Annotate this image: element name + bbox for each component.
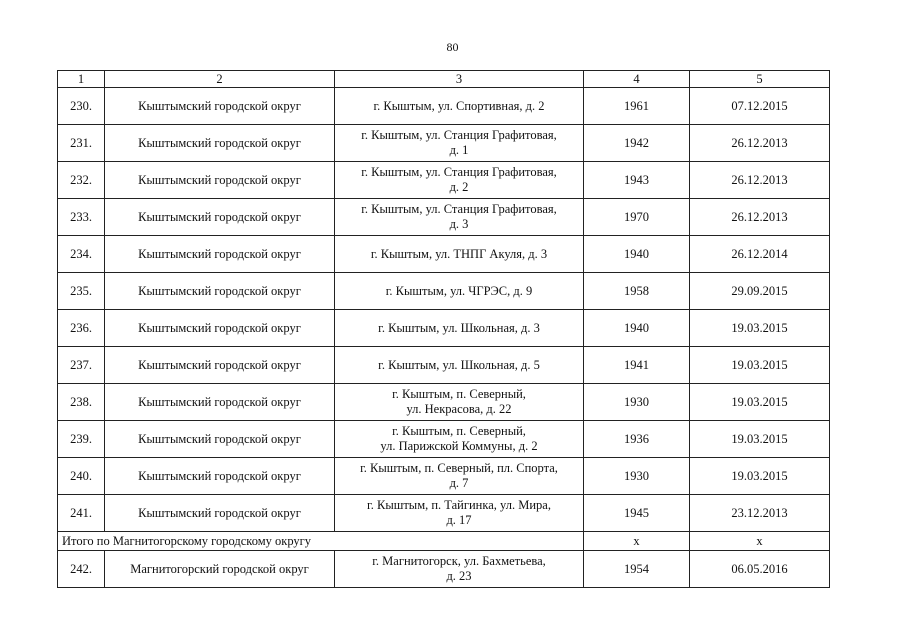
- table-header: [58, 71, 830, 88]
- district-cell: Кыштымский городской округ: [105, 199, 335, 236]
- date-cell: 26.12.2013: [690, 162, 830, 199]
- date-cell: 19.03.2015: [690, 384, 830, 421]
- date-cell: 26.12.2013: [690, 125, 830, 162]
- table-row: [58, 273, 830, 310]
- table-row: [58, 125, 830, 162]
- row-number-cell: 233.: [58, 199, 105, 236]
- table-row: [58, 199, 830, 236]
- year-cell: 1970: [584, 199, 690, 236]
- district-cell: Магнитогорский городской округ: [105, 551, 335, 588]
- table-row: [58, 551, 830, 588]
- address-cell: г. Кыштым, п. Северный, ул. Парижской Коммуны, д. 2: [335, 421, 584, 458]
- year-cell: 1942: [584, 125, 690, 162]
- year-cell: 1930: [584, 384, 690, 421]
- year-cell: 1958: [584, 273, 690, 310]
- header-col-5: 5: [690, 71, 830, 88]
- year-cell: 1936: [584, 421, 690, 458]
- subtotal-date-cell: х: [690, 532, 830, 551]
- date-cell: 07.12.2015: [690, 88, 830, 125]
- date-cell: 19.03.2015: [690, 347, 830, 384]
- address-cell: г. Кыштым, ул. Школьная, д. 3: [335, 310, 584, 347]
- address-cell: г. Кыштым, п. Тайгинка, ул. Мира, д. 17: [335, 495, 584, 532]
- header-col-2: 2: [105, 71, 335, 88]
- table-row: [58, 310, 830, 347]
- header-col-4: 4: [584, 71, 690, 88]
- row-number-cell: 242.: [58, 551, 105, 588]
- address-cell: г. Кыштым, ул. Станция Графитовая, д. 3: [335, 199, 584, 236]
- district-cell: Кыштымский городской округ: [105, 162, 335, 199]
- date-cell: 26.12.2014: [690, 236, 830, 273]
- header-col-3: 3: [335, 71, 584, 88]
- row-number-cell: 237.: [58, 347, 105, 384]
- address-cell: г. Кыштым, ул. ТНПГ Акуля, д. 3: [335, 236, 584, 273]
- row-number-cell: 241.: [58, 495, 105, 532]
- district-cell: Кыштымский городской округ: [105, 88, 335, 125]
- table-row: [58, 88, 830, 125]
- row-number-cell: 230.: [58, 88, 105, 125]
- address-cell: г. Кыштым, п. Северный, пл. Спорта, д. 7: [335, 458, 584, 495]
- year-cell: 1943: [584, 162, 690, 199]
- district-cell: Кыштымский городской округ: [105, 273, 335, 310]
- year-cell: 1940: [584, 236, 690, 273]
- date-cell: 19.03.2015: [690, 458, 830, 495]
- row-number-cell: 240.: [58, 458, 105, 495]
- address-cell: г. Кыштым, ул. Спортивная, д. 2: [335, 88, 584, 125]
- district-cell: Кыштымский городской округ: [105, 310, 335, 347]
- district-cell: Кыштымский городской округ: [105, 495, 335, 532]
- address-cell: г. Кыштым, ул. Школьная, д. 5: [335, 347, 584, 384]
- row-number-cell: 238.: [58, 384, 105, 421]
- table-body: [58, 88, 830, 588]
- date-cell: 06.05.2016: [690, 551, 830, 588]
- table-row: [58, 421, 830, 458]
- table-row: [58, 458, 830, 495]
- district-cell: Кыштымский городской округ: [105, 421, 335, 458]
- year-cell: 1940: [584, 310, 690, 347]
- table-row: [58, 236, 830, 273]
- table-row: [58, 495, 830, 532]
- address-cell: г. Кыштым, ул. ЧГРЭС, д. 9: [335, 273, 584, 310]
- row-number-cell: 234.: [58, 236, 105, 273]
- year-cell: 1961: [584, 88, 690, 125]
- date-cell: 29.09.2015: [690, 273, 830, 310]
- year-cell: 1930: [584, 458, 690, 495]
- subtotal-year-cell: х: [584, 532, 690, 551]
- address-cell: г. Кыштым, п. Северный, ул. Некрасова, д. 22: [335, 384, 584, 421]
- header-col-1: 1: [58, 71, 105, 88]
- district-cell: Кыштымский городской округ: [105, 125, 335, 162]
- row-number-cell: 239.: [58, 421, 105, 458]
- district-cell: Кыштымский городской округ: [105, 384, 335, 421]
- address-cell: г. Магнитогорск, ул. Бахметьева, д. 23: [335, 551, 584, 588]
- page-number: 80: [446, 40, 459, 54]
- row-number-cell: 235.: [58, 273, 105, 310]
- header-row: [58, 71, 830, 88]
- district-cell: Кыштымский городской округ: [105, 347, 335, 384]
- address-cell: г. Кыштым, ул. Станция Графитовая, д. 1: [335, 125, 584, 162]
- year-cell: 1941: [584, 347, 690, 384]
- registry-table: [57, 70, 830, 588]
- subtotal-row: [58, 532, 830, 551]
- date-cell: 19.03.2015: [690, 310, 830, 347]
- year-cell: 1945: [584, 495, 690, 532]
- row-number-cell: 231.: [58, 125, 105, 162]
- row-number-cell: 236.: [58, 310, 105, 347]
- subtotal-label: Итого по Магнитогорскому городскому округу: [58, 532, 584, 551]
- year-cell: 1954: [584, 551, 690, 588]
- table-row: [58, 162, 830, 199]
- address-cell: г. Кыштым, ул. Станция Графитовая, д. 2: [335, 162, 584, 199]
- district-cell: Кыштымский городской округ: [105, 236, 335, 273]
- date-cell: 26.12.2013: [690, 199, 830, 236]
- row-number-cell: 232.: [58, 162, 105, 199]
- date-cell: 23.12.2013: [690, 495, 830, 532]
- table-row: [58, 347, 830, 384]
- table-row: [58, 384, 830, 421]
- date-cell: 19.03.2015: [690, 421, 830, 458]
- district-cell: Кыштымский городской округ: [105, 458, 335, 495]
